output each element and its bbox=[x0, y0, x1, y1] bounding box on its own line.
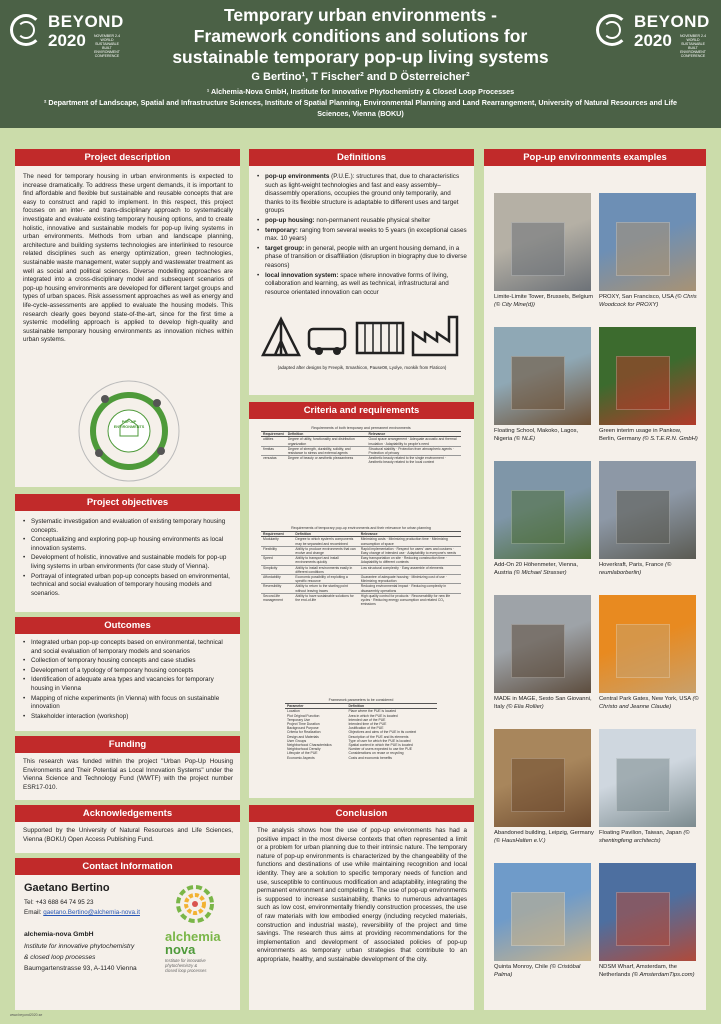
table-row bbox=[261, 584, 461, 593]
examples-heading: Pop-up environments examples bbox=[484, 149, 706, 166]
example-caption-text: Floating School, Makoko, Lagos, Nigeria bbox=[494, 428, 579, 442]
table-header: Relevance bbox=[359, 532, 461, 537]
example-caption bbox=[494, 696, 594, 711]
tree-icon bbox=[157, 447, 165, 455]
funding-text: This research was funded within the project "Urban Pop-Up Housing Environments and Their Potential as Local Innovation Systems" under the Vienna Science and Technology Fund (WWTF) with the project number ESR17-010. bbox=[23, 758, 233, 791]
example-caption bbox=[494, 964, 594, 979]
table-cell: Location bbox=[287, 709, 300, 714]
definitions-list bbox=[255, 173, 467, 298]
footer-note: www.beyond2020.se bbox=[10, 1013, 43, 1017]
example-caption-text: Green interim usage in Pankow, Berlin, Germany bbox=[599, 428, 682, 442]
beyond2020-logo-right bbox=[596, 10, 708, 56]
example-photo bbox=[494, 595, 591, 693]
outcomes-item: • Development of a typology of temporary housing concepts bbox=[21, 667, 233, 676]
example-caption-credit: (© S.T.E.R.N. GmbH) bbox=[642, 435, 698, 442]
table-cell: Costs and economic benefits bbox=[348, 755, 393, 760]
example-caption-text: Hoverkraft, Paris, France bbox=[599, 562, 666, 568]
table-row bbox=[261, 565, 461, 574]
example-photo bbox=[494, 461, 591, 559]
table-row bbox=[261, 593, 461, 606]
example-caption bbox=[599, 696, 699, 711]
table1-caption: Requirements of both temporary and permanent environments bbox=[311, 426, 411, 430]
definitions-panel bbox=[249, 149, 474, 395]
photo-detail bbox=[511, 222, 564, 276]
alchemia-flower-icon bbox=[175, 884, 215, 924]
table-cell: Ability to produce environments that can evolve and change bbox=[293, 546, 358, 555]
example-photo bbox=[494, 729, 591, 827]
table-header: Parameter bbox=[285, 704, 346, 709]
table-header: Definition bbox=[346, 704, 437, 709]
contact-email-link[interactable]: gaetano.Bertino@alchemia-nova.it bbox=[43, 909, 140, 916]
table-cell: Good space arrangement · Adequate acoustic and thermal insulation · Adaptability to people's need bbox=[368, 437, 457, 446]
table-row bbox=[261, 437, 461, 446]
map-icon bbox=[95, 449, 103, 457]
definition-abbr: (P.U.E.): bbox=[329, 173, 355, 180]
table-header: Requirement bbox=[261, 532, 293, 537]
table-row bbox=[261, 456, 461, 465]
funding-panel bbox=[15, 736, 240, 800]
table-header: Definition bbox=[286, 432, 367, 437]
logo-word-beyond: BEYOND bbox=[634, 12, 710, 31]
table-cell: Project Time Duration bbox=[287, 722, 320, 727]
table-cell: Degree of utility, functionality and distribution organization bbox=[287, 437, 355, 446]
example-photo bbox=[599, 461, 696, 559]
table-row bbox=[261, 575, 461, 584]
conclusion-panel bbox=[249, 805, 474, 1010]
table-cell: Low structural complexity · Easy assemble of elements bbox=[359, 565, 461, 574]
building-icon bbox=[153, 399, 161, 407]
globe-inner-icon bbox=[603, 21, 621, 39]
table-cell: Intended time of the PUE bbox=[348, 722, 387, 727]
example-caption-credit: (© Cristóbal Palma) bbox=[494, 964, 581, 978]
table-cell: Ability to transport and install environments quickly bbox=[293, 556, 358, 565]
table-cell: Place where the PUE is located bbox=[348, 709, 396, 714]
criteria-heading: Criteria and requirements bbox=[249, 402, 474, 419]
example-caption-text: PROXY, San Francisco, USA bbox=[599, 294, 676, 300]
definition-term: temporary: bbox=[265, 226, 298, 234]
table-cell: Type of user for which the PUE is located bbox=[348, 738, 411, 743]
tent-icon bbox=[263, 319, 299, 355]
example-caption-text: Limite-Limite Tower, Brussels, Belgium bbox=[494, 294, 594, 300]
example-caption-credit: (© Michael Strasser) bbox=[513, 569, 567, 576]
table-header: Definition bbox=[293, 532, 358, 537]
table-cell: Number of users expected to use the PUE bbox=[348, 747, 412, 752]
table-cell: Easy transportation on site · Reducing construction time · Adaptability to different contexts bbox=[359, 556, 461, 565]
definition-item bbox=[255, 227, 467, 244]
outcomes-item: • Stakeholder interaction (workshop) bbox=[21, 713, 233, 722]
table-cell: Ability to return to the starting point without leaving traces bbox=[293, 584, 358, 593]
example-photo bbox=[599, 729, 696, 827]
table-cell: Considerations on reuse or recycling bbox=[348, 751, 404, 756]
table-cell: Lifecycle of the PUE bbox=[287, 751, 318, 756]
icon-credit: (adapted after designs by Freepik, Smashicon, Pause08, Lyolye, monkik from Flaticon) bbox=[277, 365, 447, 370]
photo-detail bbox=[616, 758, 669, 812]
table-row bbox=[285, 756, 437, 760]
definition-text: in general, people with an urgent housing demand, in a phase of transition or disaffiliation (disruption in biography due to diverse reasons) bbox=[265, 244, 467, 269]
affiliations bbox=[30, 86, 691, 119]
project-description-text: The need for temporary housing in urban environments is expected to increase dramatically. To address these urgent demands, it is important to find affordable and flexible but sustainable and reusable concepts that are easy to construct and rapid to implement. In this respect, this project focuses on an inter- and trans-disciplinary approach to systematically investigate and evaluate existing temporary housing options, and to create holistic, innovative and sustainable models for pop-up living systems in urban environments. Methods from urban and landscape planning, architecture and building systems technologies are interlinked to resource related disciplines such as energy optimization, green technologies, sustainable waste management, water supply and wastewater treatment as well as social and political sciences. Diverse modelling approaches are integrated into a cross-disciplinary model and subsequent scenarios of pop-up housing environments are developed for different target groups and types of urban spaces. Risk assessment approaches as well as energy and life-cycle-assessments are applied to evaluate the housing models. This research clearly goes beyond state-of-the-art, since for the first time a systemic modelling approach is applied to develop high-quality and sustainable temporary housing environments as innovation niches within urban systems. bbox=[23, 173, 234, 344]
table-cell: Second-life management bbox=[261, 593, 293, 606]
conclusion-heading: Conclusion bbox=[249, 805, 474, 822]
definition-item bbox=[255, 173, 467, 216]
framework-parameters-table bbox=[285, 698, 437, 760]
table-cell: Rapid implementation · Respect for users' uses and customs · Easy change of intended use · Adaptability to everyone's needs bbox=[359, 546, 461, 555]
logo-sub-line2: phytochemistry & bbox=[165, 963, 198, 968]
contact-phone: Tel: +43 688 64 74 95 23 bbox=[24, 899, 94, 906]
table-cell: Simplicity bbox=[261, 565, 293, 574]
definition-item bbox=[255, 245, 467, 271]
table-row bbox=[285, 730, 437, 734]
example-caption-credit: (© HausHalten e.V.) bbox=[494, 837, 546, 844]
affiliation-1: ¹ Alchemia-Nova GmbH, Institute for Innovative Phytochemistry & Closed Loop Processes bbox=[206, 87, 515, 96]
table-cell: Degree to which system's components may be separated and recombined bbox=[295, 537, 354, 546]
outcomes-panel bbox=[15, 617, 240, 731]
contact-organization-line2: Institute for innovative phytochemistry bbox=[24, 943, 135, 950]
definition-item bbox=[255, 217, 467, 226]
affiliation-2: ² Department of Landscape, Spatial and Infrastructure Sciences, Institute of Spatial Planning, Environmental Planning and Land Rearrangement, University of Natural Resources and Life Sciences, Vienna (BOKU) bbox=[43, 98, 678, 118]
example-caption-text: Floating Pavilion, Taiwan, Japan bbox=[599, 830, 684, 836]
funding-heading: Funding bbox=[15, 736, 240, 753]
example-caption bbox=[599, 964, 699, 979]
table-row bbox=[261, 556, 461, 565]
example-caption-credit: (© City Mine(d)) bbox=[494, 301, 535, 308]
example-caption bbox=[599, 294, 699, 309]
example-photo bbox=[494, 863, 591, 961]
photo-detail bbox=[511, 356, 564, 410]
example-caption-text: Central Park Gates, New York, USA bbox=[599, 696, 693, 702]
table-cell: Reversibility bbox=[261, 584, 293, 593]
photo-detail bbox=[616, 490, 669, 544]
title-line-3: sustainable temporary pop-up living systems bbox=[172, 47, 549, 67]
example-caption bbox=[599, 562, 699, 577]
title-line-2: Framework conditions and solutions for bbox=[193, 26, 528, 46]
definition-term: pop-up environments bbox=[265, 173, 330, 180]
table-cell: Aesthetic beauty related to the single environment · Aesthetic beauty related to the local context bbox=[367, 456, 462, 465]
table-row bbox=[261, 537, 461, 546]
definition-item bbox=[255, 272, 467, 298]
example-photo bbox=[599, 863, 696, 961]
example-photo bbox=[599, 595, 696, 693]
photo-detail bbox=[511, 490, 564, 544]
example-caption-text: MADE in MAGE, Sesto San Giovanni, Italy bbox=[494, 696, 592, 710]
contact-email-label: Email: bbox=[24, 909, 42, 916]
conclusion-text: The analysis shows how the use of pop-up environments has had a positive impact in the most diverse contexts that often represented a limit or a problem for urban planning due to their intrinsic nature. The temporary nature of pop-up environments is characterized by the changeability of the functions and destinations of use while maintaining recognition and local identity. They are a solution to specific temporary needs of function and use, susceptible to continuous modification and adaptability, integrating the permanent environment and completing it. The use of pop-up environments is supposed to increase sustainability, thanks to numerous advantages such as low cost, environmentally friendly construction processes, the use of raw materials with low embodied energy (including recycled materials, construction and industrial waste), reversibility of the project and time savings. The research thus aims at providing recommendations for the implementation and development of associated policies of pop-up environments as temporary urban strategies that contribute to an appropriate, healthy, and sustainable development of the city. bbox=[257, 827, 467, 963]
definition-term: pop-up housing: bbox=[265, 216, 315, 224]
diagram-center-label: POP-UP ENVIRONMENTS bbox=[113, 420, 145, 429]
example-caption-credit: (© NLÉ) bbox=[513, 435, 536, 442]
contact-email-row bbox=[24, 909, 164, 916]
table3-caption: Framework parameters to be considered bbox=[328, 698, 394, 702]
table-cell: firmitas bbox=[261, 446, 286, 455]
table-cell: Design and Materials bbox=[287, 734, 319, 739]
table-cell: User Groups bbox=[287, 738, 307, 743]
photo-detail bbox=[616, 624, 669, 678]
poster-title bbox=[130, 5, 591, 68]
logo-sub-line1: Institute for innovative bbox=[165, 958, 206, 963]
example-caption bbox=[599, 830, 699, 845]
acknowledgements-panel bbox=[15, 805, 240, 853]
example-caption-text: Abandoned building, Leipzig, Germany bbox=[494, 830, 594, 836]
table-cell: Guarantee of adequate housing · Minimizing cost of use · Minimizing reproduction bbox=[359, 575, 461, 584]
definition-term: target group: bbox=[265, 244, 305, 252]
contact-name: Gaetano Bertino bbox=[24, 882, 110, 894]
table-header: Relevance bbox=[367, 432, 462, 437]
example-photo bbox=[494, 327, 591, 425]
definition-text: structures that, due to characteristics such as light-weight technologies and fast and easy assembly–disassembly operations, occupies the ground only temporarily, and thanks to its flexible structure is adaptable to different uses and target groups bbox=[265, 173, 460, 215]
project-description-panel bbox=[15, 149, 240, 487]
table-cell: Affordability bbox=[261, 575, 293, 584]
table-cell: Objectives and aims of the PUE in its context bbox=[348, 730, 417, 735]
outcomes-heading: Outcomes bbox=[15, 617, 240, 634]
example-caption bbox=[494, 428, 594, 443]
photo-detail bbox=[616, 892, 669, 946]
objectives-panel bbox=[15, 494, 240, 612]
logo-subtitle bbox=[165, 958, 206, 973]
example-caption-text: Quinta Monroy, Chile bbox=[494, 964, 550, 970]
table-cell: Structural stability · Protection from atmospheric agents · Protection of privacy bbox=[367, 446, 462, 455]
definition-text: space where innovative forms of living, collaboration and learning, as well as technical, infrastructural and resource orientated innovation can occur bbox=[265, 271, 449, 296]
table-cell: Description of the PUE and its elements bbox=[348, 734, 409, 739]
table-cell: Spatial context in which the PUE is located bbox=[348, 743, 413, 748]
contact-panel bbox=[15, 858, 240, 1010]
logo-word-year: 2020 bbox=[48, 31, 86, 50]
beyond2020-logo-left bbox=[10, 10, 122, 56]
table-cell: Intended use of the PUE bbox=[348, 717, 386, 722]
objectives-heading: Project objectives bbox=[15, 494, 240, 511]
acknowledgements-heading: Acknowledgements bbox=[15, 805, 240, 822]
table-cell: venustas bbox=[261, 456, 286, 465]
objectives-item: • Portrayal of integrated urban pop-up concepts based on environmental, technical and social evaluation of temporary housing models and scenarios. bbox=[21, 573, 233, 599]
logo-word-nova: nova bbox=[165, 942, 196, 957]
table-cell: Economic possibility of exploiting a specific resource bbox=[293, 575, 358, 584]
factory-icon bbox=[413, 317, 457, 355]
table-cell: Speed bbox=[261, 556, 293, 565]
table-cell: Neighborhood Characteristics bbox=[287, 743, 332, 748]
photo-detail bbox=[616, 222, 669, 276]
contact-address: Baumgartenstrasse 93, A-1140 Vienna bbox=[24, 965, 137, 972]
photo-detail bbox=[616, 356, 669, 410]
diagram-center bbox=[108, 410, 150, 452]
table-cell: Plot Original Function bbox=[287, 713, 320, 718]
example-caption-credit: (© reumlaborberlin) bbox=[599, 562, 672, 576]
contact-organization: alchemia-nova GmbH bbox=[24, 931, 94, 938]
table-header: Requirement bbox=[263, 432, 284, 437]
table-cell: Reducing environmental impact · Reducing complexity in disassembly operations bbox=[359, 584, 461, 593]
table-cell: High quality control for products · Recoverability for new life cycles · Reducing energy consumption and related CO₂ emissions bbox=[359, 593, 461, 606]
logo-subtitle: NOVEMBER 2-4 WORLD SUSTAINABLE BUILT ENVIRONMENT CONFERENCE bbox=[679, 34, 707, 58]
example-caption-credit: (© Chris Woodcock for PROXY) bbox=[599, 294, 697, 308]
title-line-1: Temporary urban environments - bbox=[224, 5, 497, 25]
people-icon bbox=[101, 395, 109, 403]
definition-term: local innovation system: bbox=[265, 271, 339, 279]
objectives-item: • Systematic investigation and evaluation of existing temporary housing concepts. bbox=[21, 518, 233, 535]
table-cell: Ability to install environments easily in different conditions bbox=[293, 565, 358, 574]
criteria-panel bbox=[249, 402, 474, 798]
table-cell: Justification of the PUE bbox=[348, 726, 384, 731]
outcomes-list bbox=[21, 639, 233, 722]
contact-heading: Contact Information bbox=[15, 858, 240, 875]
example-caption-text: NDSM Wharf, Amsterdam, the Netherlands bbox=[599, 964, 677, 978]
photo-detail bbox=[511, 758, 564, 812]
project-description-heading: Project description bbox=[15, 149, 240, 166]
table-cell: Area in which the PUE is located bbox=[348, 713, 398, 718]
table-cell: Degree of beauty or aesthetic pleasantness bbox=[286, 456, 367, 465]
definition-text: non-permanent reusable physical shelter bbox=[314, 216, 431, 224]
example-photo bbox=[599, 193, 696, 291]
definitions-heading: Definitions bbox=[249, 149, 474, 166]
poster-header bbox=[0, 0, 721, 128]
table-cell: Economic Aspects bbox=[287, 755, 315, 760]
outcomes-item: • Identification of adequate area types and vacancies for temporary housing in Vienna bbox=[21, 676, 233, 693]
logo-sub-line3: closed loop processes bbox=[165, 968, 207, 973]
objectives-item: • Development of holistic, innovative and sustainable models for pop-up living systems in urban environments (for case study of Vienna). bbox=[21, 554, 233, 571]
table-cell: Modularity bbox=[263, 537, 279, 542]
objectives-list bbox=[21, 518, 233, 599]
table-row bbox=[261, 546, 461, 555]
logo-subtitle: NOVEMBER 2-4 WORLD SUSTAINABLE BUILT ENVIRONMENT CONFERENCE bbox=[93, 34, 121, 58]
pop-up-types-icons bbox=[259, 309, 465, 361]
requirements-table-1 bbox=[261, 426, 461, 465]
outcomes-item: • Mapping of niche experiments (in Vienna) with focus on sustainable innovation bbox=[21, 695, 233, 712]
definition-text: ranging from several weeks to 5 years (in exceptional cases max. 10 years) bbox=[265, 226, 467, 243]
table-row bbox=[261, 446, 461, 455]
table-cell: utilities bbox=[263, 437, 274, 442]
alchemia-nova-logo bbox=[165, 884, 237, 1004]
caravan-icon bbox=[309, 329, 345, 355]
example-caption-credit: (© AmsterdamTips.com) bbox=[631, 971, 695, 978]
logo-word-beyond: BEYOND bbox=[48, 12, 124, 31]
globe-inner-icon bbox=[17, 21, 35, 39]
example-caption bbox=[494, 830, 594, 845]
contact-organization-line3: & closed loop processes bbox=[24, 954, 96, 961]
container-icon bbox=[357, 323, 403, 353]
authors: G Bertino¹, T Fischer² and D Österreicher² bbox=[251, 71, 470, 83]
table-cell: Ability to have sustainable solutions for the end-of-life bbox=[293, 593, 358, 606]
table-cell: Criteria for Realization bbox=[287, 730, 321, 735]
photo-detail bbox=[511, 624, 564, 678]
outcomes-item: • Integrated urban pop-up concepts based on environmental, technical and social evaluation of temporary models and scenarios bbox=[21, 639, 233, 656]
example-caption bbox=[494, 294, 594, 309]
table-cell: Minimizing costs · Minimizing production time · Minimizing consumption of space bbox=[360, 537, 448, 546]
examples-panel bbox=[484, 149, 706, 1010]
example-caption-credit: (© Christo and Jeanne Claude) bbox=[599, 696, 699, 710]
example-caption-credit: (© shentingfeng architects) bbox=[599, 830, 690, 844]
example-caption bbox=[599, 428, 699, 443]
table2-caption: Requirements of temporary pop-up environments and their relevance for urban planning bbox=[291, 526, 431, 530]
requirements-table-2 bbox=[261, 526, 461, 606]
table-cell: Neighborhood Density bbox=[287, 747, 321, 752]
logo-word-year: 2020 bbox=[634, 31, 672, 50]
example-caption bbox=[494, 562, 594, 577]
acknowledgements-text: Supported by the University of Natural Resources and Life Sciences, Vienna (BOKU) Open Access Publishing Fund. bbox=[23, 827, 233, 843]
table-cell: Background Purpose bbox=[287, 726, 319, 731]
photo-detail bbox=[511, 892, 564, 946]
logo-word-alchemia: alchemia bbox=[165, 929, 221, 944]
example-caption-credit: (© Elia Rollier) bbox=[506, 703, 544, 710]
example-caption-text: Add-On 20 Höhenmeter, Vienna, Austria bbox=[494, 562, 579, 576]
objectives-item: • Conceptualizing and exploring pop-up housing environments as local innovation systems. bbox=[21, 536, 233, 553]
example-photo bbox=[494, 193, 591, 291]
table-cell: Degree of strength, durability, solidity, and resistance to stress and external agents bbox=[286, 446, 367, 455]
outcomes-item: • Collection of temporary housing concepts and case studies bbox=[21, 657, 233, 666]
table-cell: Temporary Use bbox=[287, 717, 310, 722]
table-cell: Flexibility bbox=[261, 546, 293, 555]
pop-up-diagram bbox=[75, 377, 183, 485]
example-photo bbox=[599, 327, 696, 425]
